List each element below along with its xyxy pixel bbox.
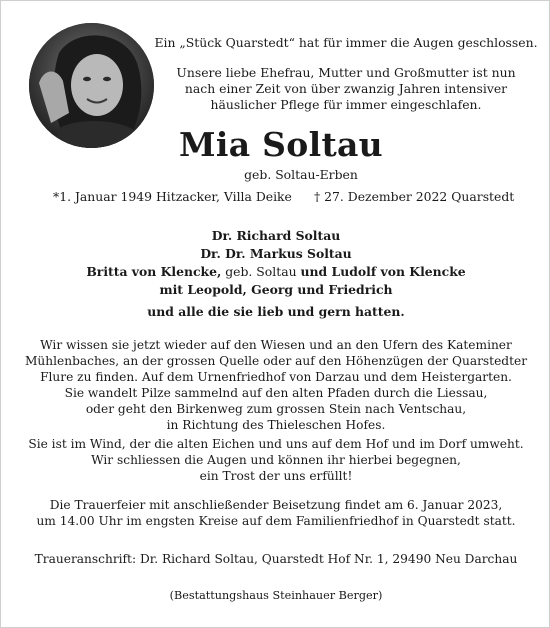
undertaker: (Bestattungshaus Steinhauer Berger) [169, 589, 383, 602]
poem-line: Wir schliessen die Augen und können ihr hierbei begegnen, [91, 453, 461, 467]
mourner-line-3 [1, 263, 550, 281]
funeral-info-line: Die Trauerfeier mit anschließender Beisetzung findet am 6. Januar 2023, [49, 498, 503, 512]
portrait-image [29, 23, 154, 148]
maiden-name: geb. Soltau-Erben [244, 167, 358, 182]
mourner-line-5 [1, 303, 550, 321]
poem-line: Wir wissen sie jetzt wieder auf den Wiesen und an den Ufern des Kateminer [40, 338, 512, 352]
poem-line: ein Trost der uns erfüllt! [199, 469, 353, 483]
mourner-name: mit Leopold, Georg und Friedrich [159, 282, 393, 297]
death-date: † 27. Dezember 2022 Quarstedt [314, 189, 515, 204]
poem-line: in Richtung des Thieleschen Hofes. [166, 418, 386, 432]
mourner-name: und Ludolf von Klencke [300, 264, 466, 279]
intro-line-1: Ein „Stück Quarstedt“ hat für immer die Augen geschlossen. [154, 35, 538, 50]
poem-line: Sie ist im Wind, der die alten Eichen und uns auf dem Hof und im Dorf umweht. [28, 437, 524, 451]
mourner-maiden: geb. Soltau [221, 264, 301, 279]
poem-line: Sie wandelt Pilze sammelnd auf den alten Pfaden durch die Liessau, [64, 386, 488, 400]
intro-line-4: häuslicher Pflege für immer eingeschlafen. [210, 97, 482, 112]
intro-line-2: Unsere liebe Ehefrau, Mutter und Großmutter ist nun [176, 65, 516, 80]
funeral-info-line: um 14.00 Uhr im engsten Kreise auf dem Familienfriedhof in Quarstedt statt. [36, 514, 516, 528]
mourner-name: Dr. Dr. Markus Soltau [200, 246, 352, 261]
deceased-name: Mia Soltau [179, 125, 383, 164]
mourner-name: Dr. Richard Soltau [211, 228, 341, 243]
poem-line: oder geht den Birkenweg zum grossen Stein nach Ventschau, [85, 402, 467, 416]
mourner-line-2 [1, 245, 550, 263]
poem-line: Mühlenbaches, an der grossen Quelle oder auf den Höhenzügen der Quarstedter [24, 354, 528, 368]
mourner-line-1 [1, 227, 550, 245]
mourner-line-4 [1, 281, 550, 299]
mourner-name: Britta von Klencke, [86, 264, 222, 279]
portrait-photo [29, 23, 154, 148]
poem-line: Flure zu finden. Auf dem Urnenfriedhof von Darzau und dem Heistergarten. [40, 370, 512, 384]
mourner-closing: und alle die sie lieb und gern hatten. [147, 304, 405, 319]
mourning-address: Traueranschrift: Dr. Richard Soltau, Quarstedt Hof Nr. 1, 29490 Neu Darchau [34, 552, 518, 566]
birth-date: *1. Januar 1949 Hitzacker, Villa Deike [53, 189, 292, 204]
intro-line-3: nach einer Zeit von über zwanzig Jahren intensiver [184, 81, 508, 96]
